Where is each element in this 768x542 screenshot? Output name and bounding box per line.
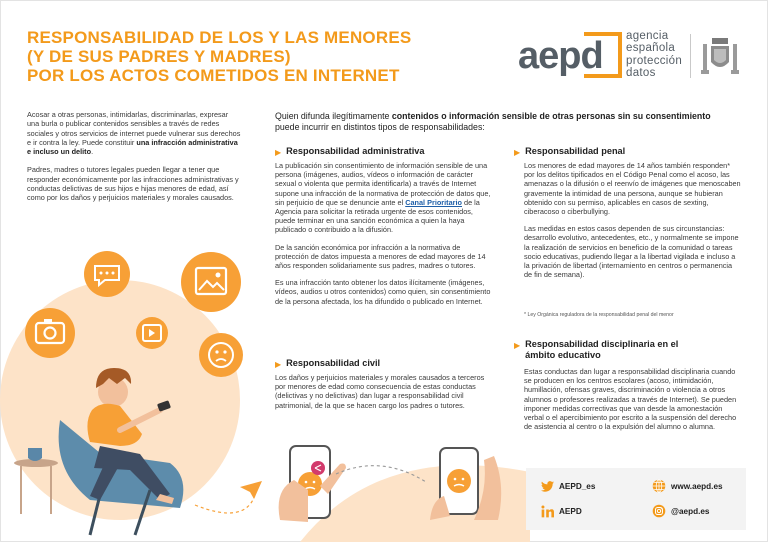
logo-bracket [584, 32, 622, 78]
civil-body [275, 373, 493, 418]
intro-left-column [27, 110, 242, 212]
civil-heading [275, 358, 495, 370]
penal-body [524, 161, 742, 287]
admin-heading [275, 146, 505, 158]
arrow-icon: ▶ [275, 148, 282, 157]
share-icon [311, 461, 325, 475]
camera-icon [25, 308, 75, 358]
arrow-icon: ▶ [514, 148, 521, 157]
logo-sub-3: protección [626, 54, 683, 67]
website-url: www.aepd.es [671, 481, 723, 491]
edu-paragraph-1: Estas conductas dan lugar a responsabilidad disciplinaria cuando se producen en los centros escolares (acoso, intimidación, humillación, ofensas graves, discriminación o violencia a otros alumnos o profesores realizadas a través de Internet). Se pueden imponer medidas correctivas que van desde la amonestación verbal o el apercibimiento por escrito a la suspensión del derecho de asistencia al centro o la expulsión del alumno o alumna. [524, 367, 737, 432]
logo-separator [690, 34, 691, 78]
left-p1-end: . [91, 147, 94, 157]
canal-prioritario-link[interactable]: Canal Prioritario [405, 197, 462, 207]
logo-sub-2: española [626, 42, 676, 55]
intro-bold: contenidos o información sensible de otras personas sin su consentimiento [391, 111, 711, 121]
logo-wordmark: aepd [518, 35, 603, 77]
title-line-1: RESPONSABILIDAD DE LOS Y LAS MENORES [27, 28, 412, 47]
intro-statement [275, 111, 735, 133]
contact-box [526, 468, 746, 530]
civil-paragraph-1: Los daños y perjuicios materiales y morales causados a terceros por menores de edad como consecuencia de estas conductas (delictivas y no delictivas) dan lugar a responsabilidad civil patrimonial, de la que se hacen cargo los padres o tutores. [275, 373, 485, 410]
title-line-2: (Y DE SUS PADRES Y MADRES) [27, 47, 291, 66]
chat-bubble-icon [84, 251, 130, 297]
edu-heading-line-2: ámbito educativo [525, 350, 601, 360]
twitter-icon [540, 479, 554, 493]
admin-p1-pre: La publicación sin consentimiento de información sensible de una persona (imágenes, audios, vídeos o información de carácter sexual o violenta que permita identificarla) a través de Internet supone una infracción de la normativa de protección de datos que, sin perjuicio de que se denuncie ante el [275, 161, 491, 207]
edu-heading-text [525, 339, 678, 361]
coat-of-arms-icon [700, 34, 740, 80]
website-link[interactable] [652, 479, 723, 493]
edu-heading-line-1: Responsabilidad disciplinaria en el [525, 339, 679, 349]
arrow-icon: ▶ [514, 341, 521, 350]
admin-paragraph-2: De la sanción económica por infracción a la normativa de protección de datos impuesta a menores de edad mayores de 14 años responden solidariamente sus padres, madres o tutores. [275, 242, 486, 271]
logo-sub-1: agencia [626, 30, 669, 42]
phone-receiving-illustration [430, 448, 501, 520]
left-paragraph-1 [27, 110, 242, 156]
sad-face-icon [199, 333, 243, 377]
intro-part-2: puede incurrir en distintos tipos de responsabilidades: [275, 122, 485, 132]
penal-footnote: * Ley Orgánica reguladora de la responsabilidad penal del menor [524, 312, 674, 318]
logo-subtitle [626, 30, 682, 79]
instagram-link[interactable] [652, 504, 709, 518]
linkedin-icon [540, 504, 554, 518]
penal-heading-text: Responsabilidad penal [525, 146, 626, 156]
globe-icon [652, 479, 666, 493]
penal-heading [514, 146, 744, 158]
instagram-icon [652, 504, 666, 518]
left-paragraph-2: Padres, madres o tutores legales pueden llegar a tener que responder económicamente por las infracciones administrativas y conductas delictivas de sus hijos e hijas menores de edad, así como por los daños y perjuicios materiales y morales causados. [27, 165, 239, 203]
left-p1-text: Acosar a otras personas, intimidarlas, discriminarlas, expresar una burla o publicar contenidos sensibles a través de redes sociales y otros servicios de internet puede vulnerar sus derechos e ir contra la ley. Puede constituir [27, 110, 241, 147]
edu-body [524, 367, 742, 439]
penal-paragraph-2: Las medidas en estos casos dependen de sus circunstancias: desarrollo evolutivo, antecedentes, etc., y normalmente se impone la realización de servicios en beneficio de la comunidad o tareas socio educativas, pudiendo llegar a la libertad vigilada e incluso a la privación de libertad (internamiento en centros o permanencia de fin de semana). [524, 224, 739, 280]
page-title [27, 28, 447, 85]
admin-paragraph-1 [275, 161, 493, 235]
linkedin-link[interactable] [540, 504, 582, 518]
civil-heading-text: Responsabilidad civil [286, 358, 381, 368]
twitter-handle: AEPD_es [559, 481, 596, 491]
aepd-logo[interactable] [512, 30, 752, 84]
arrow-icon: ▶ [275, 360, 282, 369]
penal-paragraph-1: Los menores de edad mayores de 14 años también responden* por los delitos tipificados en el Código Penal como el acoso, las amenazas o la difusión o el reenvío de imágenes que menoscaben gravemente la intimidad de una persona, aunque se hubieran obtenido con su permiso, aplicables en casos de sexting, ciberacoso o ciberbullying. [524, 161, 741, 217]
edu-heading [514, 339, 744, 361]
admin-heading-text: Responsabilidad administrativa [286, 146, 425, 156]
admin-p1-post: de la Agencia para solicitar la retirada urgente de esos contenidos, puede terminar en una sanción económica a quien la haya publicado o contribuido a la difusión. [275, 197, 480, 235]
intro-part-1: Quien difunda ilegítimamente [275, 111, 392, 121]
linkedin-handle: AEPD [559, 506, 582, 516]
left-p1-bold: una infracción administrativa e incluso un delito [27, 137, 238, 157]
video-icon [136, 317, 168, 349]
image-icon [181, 252, 241, 312]
instagram-handle: @aepd.es [671, 506, 710, 516]
title-line-3: POR LOS ACTOS COMETIDOS EN INTERNET [27, 66, 400, 85]
twitter-link[interactable] [540, 479, 595, 493]
admin-body [275, 161, 493, 314]
admin-paragraph-3: Es una infracción tanto obtener los datos ilícitamente (imágenes, vídeos, audios u otros contenidos) como quien, sin consentimiento de la persona afectada, los ha difundido o publicado en Internet. [275, 278, 491, 306]
logo-sub-4: datos [626, 66, 656, 79]
